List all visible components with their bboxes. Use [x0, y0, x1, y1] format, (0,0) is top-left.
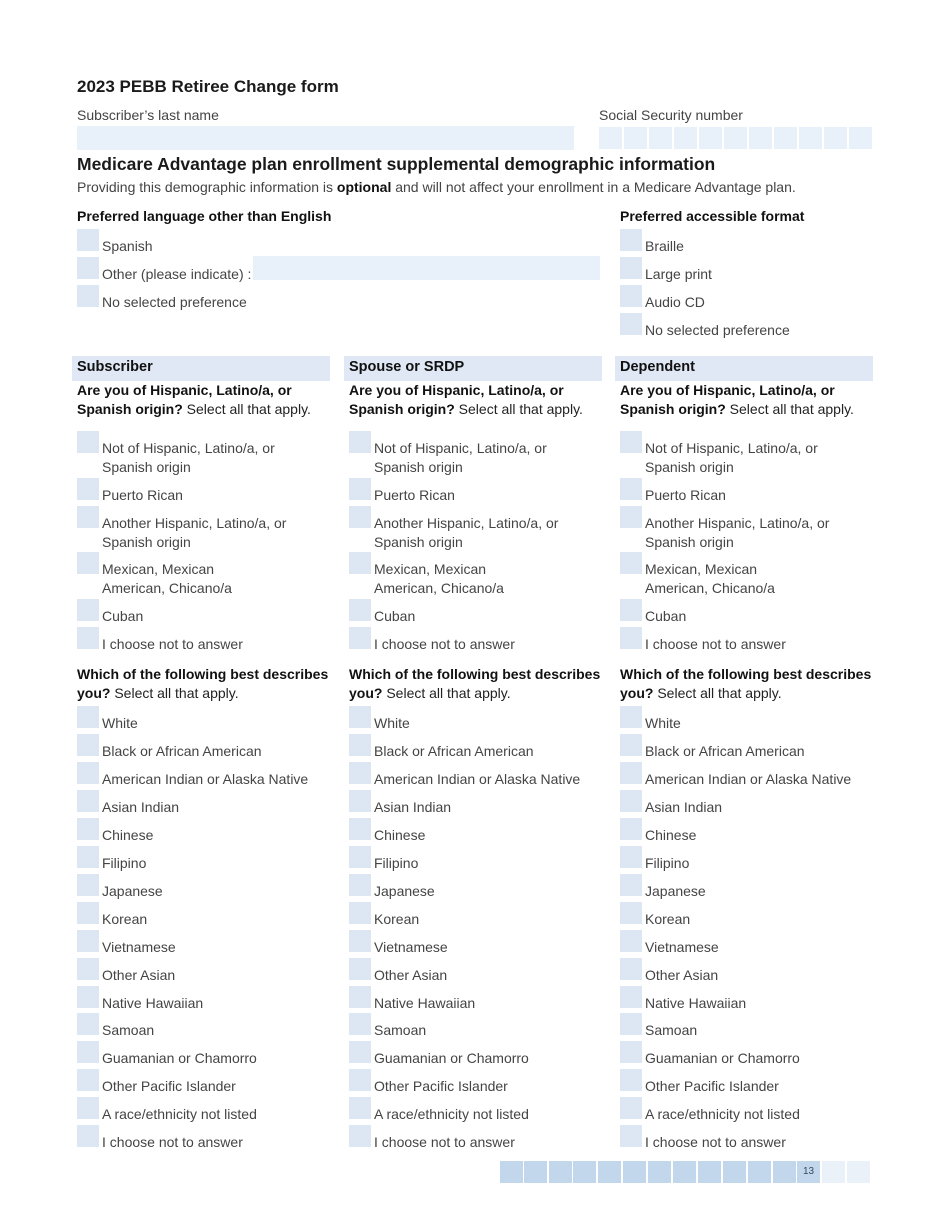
page-tab	[673, 1161, 696, 1183]
checkbox[interactable]	[349, 818, 371, 840]
checkbox[interactable]	[77, 431, 99, 453]
checkbox[interactable]	[620, 599, 642, 621]
checkbox[interactable]	[620, 986, 642, 1008]
language-heading: Preferred language other than English	[77, 208, 332, 224]
checkbox[interactable]	[77, 818, 99, 840]
checkbox[interactable]	[620, 257, 642, 279]
checkbox[interactable]	[620, 790, 642, 812]
checkbox[interactable]	[620, 552, 642, 574]
checkbox[interactable]	[77, 734, 99, 756]
checkbox[interactable]	[349, 1097, 371, 1119]
column-header-dependent	[615, 356, 873, 381]
checkbox[interactable]	[620, 506, 642, 528]
checkbox[interactable]	[349, 1069, 371, 1091]
page-tab	[748, 1161, 771, 1183]
form-title: 2023 PEBB Retiree Change form	[77, 77, 339, 96]
page-tab	[598, 1161, 621, 1183]
checkbox[interactable]	[620, 627, 642, 649]
checkbox[interactable]	[77, 506, 99, 528]
checkbox[interactable]	[349, 599, 371, 621]
checkbox[interactable]	[349, 762, 371, 784]
checkbox[interactable]	[620, 1013, 642, 1035]
checkbox[interactable]	[349, 846, 371, 868]
checkbox[interactable]	[77, 986, 99, 1008]
format-heading: Preferred accessible format	[620, 208, 805, 224]
race-question: Which of the following best describes you? Select all that apply.	[620, 666, 872, 701]
checkbox[interactable]	[77, 1041, 99, 1063]
checkbox[interactable]	[620, 1125, 642, 1147]
checkbox[interactable]	[620, 846, 642, 868]
checkbox[interactable]	[77, 706, 99, 728]
column-title: Dependent	[620, 359, 695, 375]
section-title: Medicare Advantage plan enrollment supplemental demographic information	[77, 154, 716, 174]
page-tab	[723, 1161, 746, 1183]
page-tab	[648, 1161, 671, 1183]
checkbox[interactable]	[77, 478, 99, 500]
checkbox[interactable]	[620, 431, 642, 453]
checkbox[interactable]	[620, 706, 642, 728]
checkbox[interactable]	[349, 874, 371, 896]
checkbox[interactable]	[349, 627, 371, 649]
checkbox[interactable]	[349, 1041, 371, 1063]
page-tab	[773, 1161, 796, 1183]
checkbox[interactable]	[620, 734, 642, 756]
last-name-label: Subscriber’s last name	[77, 107, 219, 123]
checkbox[interactable]	[349, 930, 371, 952]
checkbox[interactable]	[620, 930, 642, 952]
race-question: Which of the following best describes you? Select all that apply.	[77, 666, 329, 701]
race-question: Which of the following best describes you? Select all that apply.	[349, 666, 601, 701]
checkbox[interactable]	[77, 762, 99, 784]
page-tab	[549, 1161, 572, 1183]
checkbox[interactable]	[77, 1097, 99, 1119]
ssn-digit-box[interactable]	[824, 127, 847, 149]
page-tab	[847, 1161, 870, 1183]
other-language-field[interactable]	[253, 256, 600, 280]
intro-text: Providing this demographic information is optional and will not affect your enrollment in a Medicare Advantage plan.	[77, 179, 796, 195]
hispanic-question: Are you of Hispanic, Latino/a, or Spanish origin? Select all that apply.	[620, 382, 854, 417]
checkbox[interactable]	[77, 790, 99, 812]
page-tab	[698, 1161, 721, 1183]
checkbox[interactable]	[620, 1097, 642, 1119]
ssn-digit-box[interactable]	[724, 127, 747, 149]
checkbox[interactable]	[77, 874, 99, 896]
page-tab	[822, 1161, 845, 1183]
checkbox[interactable]	[77, 930, 99, 952]
column-header-subscriber	[72, 356, 330, 381]
checkbox[interactable]	[620, 1041, 642, 1063]
checkbox[interactable]	[620, 229, 642, 251]
ssn-label: Social Security number	[599, 107, 743, 123]
column-title: Spouse or SRDP	[349, 359, 465, 375]
checkbox[interactable]	[620, 762, 642, 784]
checkbox[interactable]	[77, 958, 99, 980]
ssn-digit-box[interactable]	[799, 127, 822, 149]
page-tab	[623, 1161, 646, 1183]
page-number: 13	[797, 1161, 820, 1183]
checkbox[interactable]	[620, 874, 642, 896]
ssn-digit-box[interactable]	[599, 127, 622, 149]
ssn-digit-box[interactable]	[624, 127, 647, 149]
ssn-digit-box[interactable]	[699, 127, 722, 149]
ssn-digit-box[interactable]	[849, 127, 872, 149]
checkbox[interactable]	[77, 846, 99, 868]
checkbox[interactable]	[349, 958, 371, 980]
checkbox[interactable]	[349, 1125, 371, 1147]
checkbox[interactable]	[620, 285, 642, 307]
checkbox[interactable]	[77, 599, 99, 621]
checkbox[interactable]	[620, 478, 642, 500]
page-tab	[524, 1161, 547, 1183]
checkbox[interactable]	[620, 902, 642, 924]
checkbox[interactable]	[349, 790, 371, 812]
page-tab	[500, 1161, 523, 1183]
checkbox[interactable]	[349, 734, 371, 756]
ssn-digit-box[interactable]	[749, 127, 772, 149]
checkbox[interactable]	[349, 902, 371, 924]
checkbox[interactable]	[349, 552, 371, 574]
checkbox[interactable]	[349, 706, 371, 728]
checkbox[interactable]	[349, 986, 371, 1008]
checkbox[interactable]	[349, 1013, 371, 1035]
hispanic-question: Are you of Hispanic, Latino/a, or Spanish origin? Select all that apply.	[349, 382, 583, 417]
checkbox[interactable]	[77, 902, 99, 924]
checkbox[interactable]	[77, 285, 99, 307]
checkbox[interactable]	[620, 313, 642, 335]
ssn-digit-box[interactable]	[774, 127, 797, 149]
column-header-spouse-or-srdp	[344, 356, 602, 381]
column-title: Subscriber	[77, 359, 153, 375]
checkbox[interactable]	[77, 257, 99, 279]
ssn-digit-box[interactable]	[674, 127, 697, 149]
checkbox[interactable]	[77, 1125, 99, 1147]
hispanic-question: Are you of Hispanic, Latino/a, or Spanish origin? Select all that apply.	[77, 382, 311, 417]
checkbox[interactable]	[349, 478, 371, 500]
last-name-field[interactable]	[77, 126, 574, 150]
checkbox[interactable]	[620, 1069, 642, 1091]
checkbox[interactable]	[349, 431, 371, 453]
checkbox[interactable]	[77, 229, 99, 251]
checkbox[interactable]	[77, 552, 99, 574]
checkbox[interactable]	[77, 627, 99, 649]
checkbox[interactable]	[620, 958, 642, 980]
checkbox[interactable]	[349, 506, 371, 528]
page-tab	[573, 1161, 596, 1183]
checkbox[interactable]	[77, 1013, 99, 1035]
checkbox[interactable]	[620, 818, 642, 840]
checkbox[interactable]	[77, 1069, 99, 1091]
ssn-digit-box[interactable]	[649, 127, 672, 149]
